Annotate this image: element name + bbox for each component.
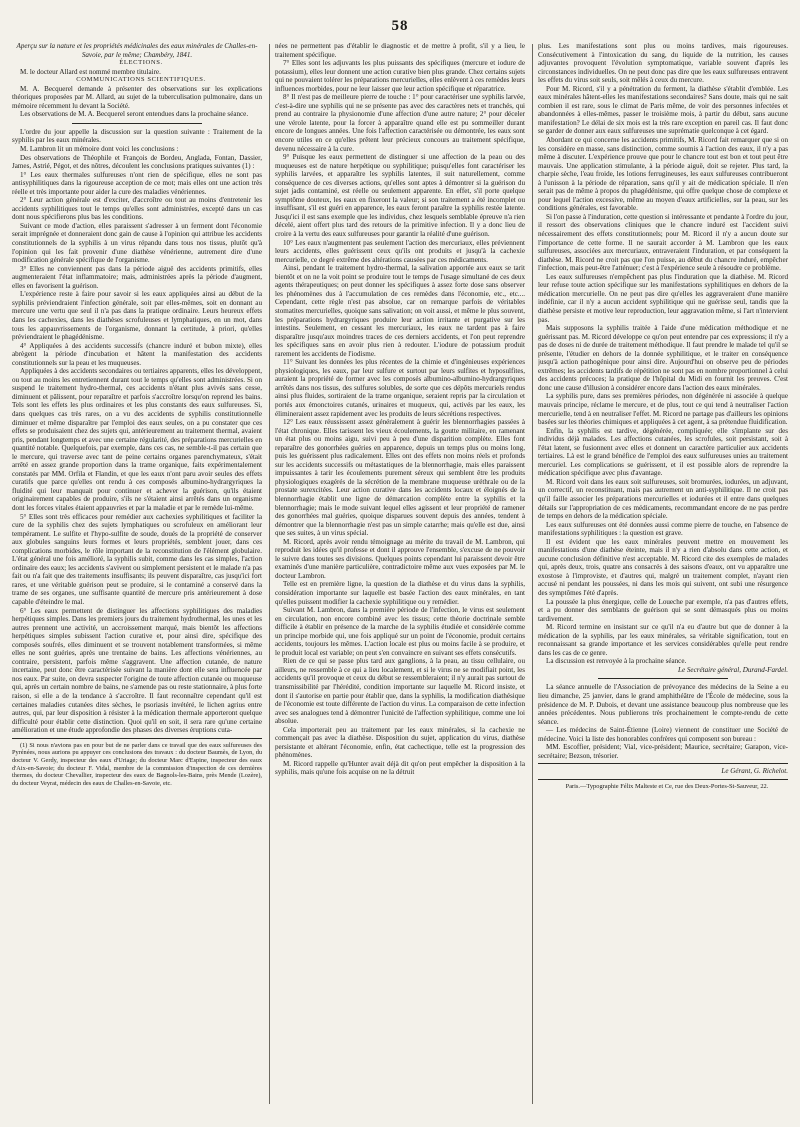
paragraph: Telle est en première ligne, la question de la diathèse et du virus dans la syphilis, considération importante sur laquelle est basée l'action des eaux minérales, en tant qu'elles puissent modifier la cachexie syphilitique ou y remédier. <box>275 580 525 606</box>
paragraph: Mais supposons la syphilis traitée à l'aide d'une médication méthodique et ne guérissant pas. M. Ricord développe ce qu'on peut entendre par ces expressions; il n'y a pas de doses ni de durée de traitement méthodique. Il faut prendre le malade tel qu'il se présente, l'étudier en dehors de la donnée syphilitique, et le traiter en conséquence jusqu'à action pathogénique pour ainsi dire. Aujourd'hui on observe peu de périodes extrêmes; les accidents tardifs de répétition ne sont pas en nombre proportionnel à celui des accidents précoces; la pratique de l'hôpital du Midi en fournit les preuves. C'est donc une cause d'illusion à considérer encore dans l'action des eaux minérales. <box>538 324 788 392</box>
paragraph: 7° Elles sont les adjuvants les plus puissants des spécifiques (mercure et iodure de potassium), elles leur donnent une action curative bien plus grande. Chez certains sujets qui ne pouvaient tolérer les préparations mercurielles, elles enlèvent à ces remèdes leurs influences morbides, pour ne leur laisser que leur action spécifique et réparatrice. <box>275 59 525 93</box>
paragraph: L'expérience reste à faire pour savoir si les eaux appliquées ainsi au début de la syphilis préviendraient l'infection générale, soit par elles-mêmes, soit en donnant au mercure une vertu que seul il n'a pas dans la pratique ordinaire. Leurs heureux effets dans les cachexies, dans les diathèses scrofuleuses et lymphatiques, en un mot, dans tous les appauvrissements de l'organisme, donnant la certitude, à priori, qu'elles préviendraient le phagédénisme. <box>12 290 262 342</box>
section-heading-communications: COMMUNICATIONS SCIENTIFIQUES. <box>76 76 206 84</box>
paragraph: plus. Les manifestations sont plus ou moins tardives, mais rigoureuses. Consécutivement à l'intoxication du sang, du liquide de la nutrition, les causes adjuvantes provoquent l'évolution symptomatique, variable souvent d'après les circonstances individuelles. On ne peut donc pas dire que les eaux sulfureuses entravent les effets du virus soit seuls, soit mêlés à ceux du mercure. <box>538 42 788 85</box>
paragraph: 9° Puisque les eaux permettent de distinguer si une affection de la peau ou des muqueuses est de nature herpétique ou syphilitique; puisqu'elles font caractériser les syphilis larvées, et apparaître les syphilis latentes, il suit naturellement, comme conséquence de ces diverses actions, qu'elles sont aptes à démontrer si la guérison du sujet jadis contaminé, est réelle ou seulement apparente. En effet, s'il porte quelque symptôme douteux, les eaux en fixeront la valeur; si son traitement a été incomplet ou insuffisant, s'il est guéri en apparence, les eaux feront paraître la syphilis restée latente. Jusqu'ici il est sans exemple que les individus, chez lesquels semblable épreuve n'a rien décelé, aient offert plus tard des retours de la primitive infection. Il y a donc lieu de croire à la vertu des eaux sulfureuses pour garantir la réalité d'une guérison. <box>275 153 525 239</box>
paragraph: Suivant ce mode d'action, elles paraissent s'adresser à un ferment dont l'économie serait imprégnée et donneraient donc gain de cause à l'opinion qui attribue les accidents constitutionnels de la syphilis à un virus répandu dans tous nos tissus, plutôt qu'à l'opinion qui les fait provenir d'une diathèse vénérienne, autrement dire d'une modification générale spécifique de l'organisme. <box>12 221 262 265</box>
paragraph: Si l'on passe à l'induration, cette question si intéressante et pendante à l'ordre du jour, il ressort des observations cliniques que le chancre induré est l'accident suivi nécessairement des effets constitutionnels; pour M. Ricord il n'y a aucun doute sur l'importance de cette forme. Il ne saurait accorder à M. Lambron que les eaux sulfureuses, associées aux mercuriaux, entraveraient l'induration, et par conséquent la diathèse. M. Ricord ne croit pas que l'on puisse, au début du chancre induré, empêcher l'infection, mais peut-être l'atténuer; c'est à l'expérience seule à résoudre ce problème. <box>538 212 788 273</box>
paragraph: La séance annuelle de l'Association de prévoyance des médecins de la Seine a eu lieu dimanche, 25 janvier, dans le grand amphithéâtre de l'École de médecine, sous la présidence de M. P. Dubois, et devant une assistance beaucoup plus nombreuse que les années précédentes. Nous publierons très prochainement le compte-rendu de cette séance. <box>538 683 788 726</box>
separator <box>598 678 728 679</box>
paragraph: M. Ricord voit dans les eaux soit sulfureuses, soit bromurées, iodurées, un adjuvant, un correctif, un reconstituant, mais pas autrement un anti-syphilitique. Il ne croit pas qu'il faille associer les préparations mercurielles et iodurées et il entre dans quelques détails sur l'appropriation de ces médicaments, recommandant encore de ne pas perdre de temps en dehors de la médication spéciale. <box>538 477 788 521</box>
separator <box>538 779 788 780</box>
paragraph: La discussion est renvoyée à la prochaine séance. <box>546 657 687 666</box>
newspaper-page <box>12 18 788 1115</box>
paragraph: 12° Les eaux réussissent assez généralement à guérir les blennorrhagies passées à l'état chronique. Elles tarissent les vieux écoulements, la goutte militaire, en ramenant un état plus ou moins aigu, suivi peu à peu d'une disparition complète. Elles font reparaître des gonorrhées guéries en apparence, depuis un temps plus ou moins long, puis les guérissent plus radicalement. Elles ont des effets non moins réels et profonds sur les accidents successifs ou métastatiques de la blennorrhagie, mais elles paraissent impuissantes à tarir les écoulements purement séreux qui semblent être les produits physiologiques exagérés de la sécrétion de la membrane muqueuse uréthrale ou de la prostate surexcitées. Leur action curative dans les accidents locaux et éloignés de la blennorrhagie établit une ligne de démarcation complète entre la syphilis et la blennorrhagie; mais le mode suivant lequel elles agissent et leur propriété de ramener des gonorrhées mal guéries, quoique disparues souvent depuis des années, tendent à démontrer que la blennorrhagie n'est pas un simple catarrhe; mais qu'elle est due, ainsi que ses suites, à un virus spécial. <box>275 418 525 538</box>
column-right <box>538 42 788 1104</box>
page-number: 58 <box>391 18 409 34</box>
paragraph: — Les médecins de Saint-Étienne (Loire) viennent de constituer une Société de médecine. Voici la liste des honorables confrères qui composent son bureau : <box>538 726 788 743</box>
paragraph: 4° Appliquées à des accidents successifs (chancre induré et bubon mixte), elles abrègent la période d'incubation et hâtent la manifestation des accidents constitutionnels sur la peau et les muqueuses. <box>12 341 262 367</box>
paragraph: MM. Escoffier, président; Vial, vice-président; Maurice, secrétaire; Garapon, vice-secrétaire; Bezson, trésorier. <box>538 743 788 760</box>
column-middle <box>275 42 525 1104</box>
paragraph: 11° Suivant les données les plus récentes de la chimie et d'ingénieuses expériences physiologiques, les eaux, par leur sulfure et surtout par leurs sulfites et hyposulfites, auraient la propriété de former avec les composés albumino-albumino-hydrargyriques arrêtés dans nos tissus, des sulfures solubles, de sorte que ces dépôts mercuriels rendus ainsi plus fluides, sortiraient de la trame organique, seraient repris par la circulation et portés aux émonctoires cutanés, urinaires et muqueux, qui, activés par les eaux, les élimineraient assez rapidement avec les produits de leurs sécrétions respectives. <box>275 358 525 418</box>
paragraph: 8° Il n'est pas de meilleure pierre de touche : 1° pour caractériser une syphilis larvée, c'est-à-dire une syphilis qui ne se présente pas avec des caractères nets et tranchés, qui prend au contraire la physionomie d'une affection d'une autre nature; 2° pour déceler une vérole latente, pour la forcer à apparaître quand elle est pu sommeiller durant encore de longues années. Une fois l'affection caractérisée ou démontrée, les eaux sont encore utiles en ce qu'elles prêtent leur précieux concours au traitement spécifique, devenu nécessaire à la cure. <box>275 93 525 153</box>
paragraph: Suivant M. Lambron, dans la première période de l'infection, le virus est seulement en circulation, non encore combiné avec les tissus; cette théorie doctrinale semble difficile à établir en présence de la marche de la syphilis étudiée et considérée comme un principe morbide qui, une fois appliqué sur un point de l'économie, produit certains accidents, toujours les mêmes. L'action locale est plus ou moins facile à se produire, et le produit local est variable; on peut s'en convaincre en suivant ses effets consécutifs. <box>275 606 525 657</box>
paragraph: M. Ricord termine en insistant sur ce qu'il n'a eu d'autre but que de donner à la médication de la syphilis, par les eaux minérales, sa véritable signification, tout en reconnaissant sa grande importance et les services considérables qu'elle peut rendre dans les cas de ce genre. <box>538 623 788 657</box>
paragraph: 3° Elles ne conviennent pas dans la période aiguë des accidents primitifs, elles augmenteraient l'état inflammatoire; mais, administrées après la période d'augment, elles en favorisent la guérison. <box>12 264 262 290</box>
secretary-signature: Le Secrétaire général, Durand-Fardel. <box>678 665 788 674</box>
paragraph: M. Ricord rappelle qu'Hunter avait déjà dit qu'on peut empêcher la disposition à la syphilis, mais qu'une fois acquise on ne la détruit <box>275 759 525 777</box>
paragraph: Ainsi, pendant le traitement hydro-thermal, la salivation apportée aux eaux se tarit bientôt et on ne la voit point se produire tout le temps de l'usage simultané de ces deux agents thérapeutiques; on peut donner les spécifiques à assez forte dose sans observer les phénomènes dus à l'accumulation de ces remèdes dans l'économie, etc., etc.... Cependant, cette règle n'est pas absolue, car on remarque parfois de véritables stomatites mercurielles, quoique sans salivation; on voit aussi, et même le plus souvent, les préparations hydrargyriques produire leur action irritante et purgative sur les intestins. Seulement, en cessant les mercuriaux, les eaux ne tardent pas à faire disparaître jusqu'aux moindres traces de ces derniers accidents, et l'on peut reprendre les spécifiques sans en avoir plus rien à redouter. L'iodure de potassium produit rarement les accidents de l'iodisme. <box>275 264 525 358</box>
paragraph: nées ne permettent pas d'établir le diagnostic et de mettre à profit, s'il y a lieu, le traitement spécifique. <box>275 42 525 59</box>
paragraph: 1° Les eaux thermales sulfureuses n'ont rien de spécifique, elles ne sont pas antisyphilitiques dans la rigoureuse acception de ce mot; mais elles ont une action très réelle et très importante pour aider la cure des maladies vénériennes. <box>12 170 262 196</box>
column-divider <box>532 44 533 1104</box>
printer-imprint: Paris.—Typographie Félix Malteste et Ce, rue des Deux-Portes-St-Sauveur, 22. <box>565 782 769 790</box>
paragraph: Des observations de Théophile et François de Bordeu, Anglada, Fontan, Dassier, James, Astrié, Pégot, et des nôtres, découlent les conclusions pratiques suivantes (1) : <box>12 153 262 171</box>
footnote: (1) Si nous n'avions pas en pour but de ne parler dans ce travail que des eaux sulfureuses des Pyrénées, nous aurions pu appuyer ces conclusions des travaux : du docteur Baumès, de Lyon, du docteur V. Gerdy, inspecteur des eaux d'Uriage; du docteur Marc d'Espine, inspecteur des eaux d'Aix-en-Savoie; du docteur F. Vidal, membre de la commission d'inspection de ces dernières thermes, du docteur Chevallier, inspecteur des eaux de Bagnols-les-Bains, près Mende (Lozère), du docteur Veyrat, médecin des eaux de Challes-en-Savoie, etc. <box>12 741 262 787</box>
paragraph: Pour M. Ricord, s'il y a pénétration du ferment, la diathèse s'établit d'emblée. Les eaux minérales hâtent-elles les manifestations secondaires? Sans doute, mais qui ne sait combien il est rare, sous le climat de Paris même, de voir des personnes infectées et abandonnées à elles-mêmes, passer le troisième mois, à partir du début, sans aucune manifestation? Le délai de six mois est la très rare exception en pareil cas. Il faut donc se garder de donner aux eaux sulfureuses une suprématie quelconque à cet égard. <box>538 84 788 136</box>
paragraph: Les eaux sulfureuses ont été données aussi comme pierre de touche, en l'absence de manifestations syphilitiques : la question est grave. <box>538 520 788 538</box>
paragraph: M. Lambron lit un mémoire dont voici les conclusions : <box>20 145 179 154</box>
section-heading-elections: ÉLECTIONS. <box>119 59 163 67</box>
column-left <box>12 42 262 1104</box>
paragraph: 2° Leur action générale est d'exciter, d'accroître ou tout au moins d'entretenir les accidents syphilitiques tout le temps qu'elles sont administrées, excepté dans un cas dont nous spécifierons plus bas les conditions. <box>12 196 262 222</box>
paragraph: Les observations de M. A. Becquerel seront entendues dans la prochaine séance. <box>20 110 249 119</box>
paragraph: M. Ricord, après avoir rendu témoignage au mérite du travail de M. Lambron, qui reproduit les idées qu'il professe et dont il approuve l'ensemble, s'excuse de ne pouvoir le suivre dans toutes ses divisions. Quelques points cependant lui paraissent devoir être examinés d'une manière particulière, contradictoire même aux vues exposées par M. le docteur Lambron. <box>275 537 525 580</box>
column-divider <box>269 44 270 1104</box>
separator <box>538 763 788 764</box>
separator <box>72 123 202 124</box>
paragraph: M. A. Becquerel demande à présenter des observations sur les explications théoriques proposées par M. Allard, au sujet de la tuberculisation pulmonaire, dans un mémoire récemment lu devant la Société. <box>12 84 262 110</box>
footnote-rule <box>12 738 262 739</box>
publication-title: Aperçu sur la nature et les propriétés médicinales des eaux minérales de Challes-en-Savoie, par le même; Chambéry, 1841. <box>16 42 258 59</box>
paragraph: Les eaux sulfureuses n'empêchent pas plus l'induration que la diathèse. M. Ricord leur refuse toute action spécifique sur les manifestations syphilitiques en dehors de la médication mercurielle. On ne peut pas dire qu'elles les aggraveraient d'une manière indéfinie, car il n'y a aucun accident syphilitique qui ne guérisse seul, tandis que la diathèse persiste et motive leur reproduction, leur aggravation même, si l'art n'intervient pas. <box>538 272 788 324</box>
paragraph: Enfin, la syphilis est tardive, dégénérée, compliquée; elle s'implante sur des individus déjà malades. Les affections cutanées, les scrofules, soit persistant, soit à l'état latent, se fusionnent avec elles et donnent un caractère particulier aux accidents tertiaires. Là est le grand bénéfice de l'emploi des eaux sulfureuses unies au traitement mercuriel. Les complications se guérissent, et il est possible alors de reprendre la médication spécifique avec plus d'avantage. <box>538 426 788 478</box>
paragraph: L'ordre du jour appelle la discussion sur la question suivante : Traitement de la syphilis par les eaux minérales. <box>12 127 262 145</box>
paragraph: La poussée la plus énergique, celle de Loueche par exemple, n'a pas d'autres effets, et a pu donner des semblants de guérison qui se sont démasqués plus ou moins tardivement. <box>538 597 788 623</box>
paragraph: Abordant ce qui concerne les accidents primitifs, M. Ricord fait remarquer que si on les considère en masse, sans distinction, comme soumis à l'action des eaux, il n'y a pas même à discuter. L'expérience prouve que pour le chancre tout est bon et tout peut être mauvais. Une application stimulante, à la période aiguë, doit se rejeter. Plus tard, la charpie sèche, l'eau froide, les lotions ferrugineuses, les eaux sulfureuses contribueront à l'unisson à la période de réparation, sans qu'il y ait de médication spéciale. Il n'en serait pas de même à propos du phagédénisme, qui offre quelque chose de complexe et pour lequel l'action excessive, même au moyen d'eaux artificielles, sur la peau, sur les conditions générales, est favorable. <box>538 136 788 213</box>
paragraph: M. le docteur Allard est nommé membre titulaire. <box>20 67 161 76</box>
paragraph: Rien de ce qui se passe plus tard aux ganglions, à la peau, au tissu cellulaire, ou ailleurs, ne ressemble à ce qui a lieu localement, et si le virus ne se modifiait point, les accidents qu'il provoque et ceux du début se ressembleraient; il n'y aurait pas surtout de transmissibilité par l'hérédité, condition importante sur laquelle M. Ricord insiste, et dont il s'autorise en partie pour établir que, dans la syphilis, la modification diathésique de l'économie est toute différente de l'action du virus. La comparaison de cette infection avec ses analogues tend à démontrer l'unicité de l'affection syphilitique, comme une loi absolue. <box>275 657 525 726</box>
paragraph: Cela importerait peu au traitement par les eaux minérales, si la cachexie ne commençait pas avec la diathèse. Disposition du sujet, application du virus, diathèse persistante et altérant l'économie, enfin, état cachectique, telle est la progression des phénomènes. <box>275 725 525 760</box>
paragraph: Il est évident que les eaux minérales peuvent mettre en mouvement les manifestations d'une diathèse éteinte, mais il n'y a rien d'absolu dans cette action, et aucune conclusion définitive n'est acceptable. M. Ricord cite des exemples de malades qui, après deux, trois, quatre ans consacrés à des saisons d'eaux, ont vu apparaître une exostose à l'improviste, et d'autres qui, malgré un traitement complet, n'ayant rien accusé ni pendant les poussées, ni dans les mois qui suivent, ont subi une résurgence des symptômes l'été d'après. <box>538 537 788 597</box>
paragraph: 6° Les eaux permettent de distinguer les affections syphilitiques des maladies herpétiques simples. Dans les premiers jours du traitement hydrothermal, les unes et les autres prennent une activité, un accroissement marqué, mais bientôt les affections herpétiques simples subissent l'action curative et, pour ainsi dire, spécifique des composés soufrés, elles diminuent et se trouvent notablement transformées, si même elles ne sont guéries, après une trentaine de bains. Les affections vénériennes, au contraire, persistent, parfois même s'aggravent. Une affection cutanée, de nature incertaine, peut donc être caractérisée suivant la manière dont elle sera influencée par nos eaux. Par suite, on devra suspecter l'origine de toute affection cutanée ou muqueuse qui, après un certain nombre de bains, ne s'amende pas ou reste stationnaire, à plus forte raison, si elle a de la tendance à s'accroître. Il faut reconnaître cependant qu'il est certaines maladies cutanées dites sèches, le psoriasis invétéré, le lichen agrius entre autres, qui, par leur disposition à résister à la médication thermale apporteront quelque difficulté pour établir cette distinction. Quoi qu'il en soit, il sera rare qu'une certaine amélioration et une étude approfondie des phases des diverses éruptions cuta- <box>12 606 262 735</box>
paragraph: La syphilis pure, dans ses premières périodes, non dégénérée ni associée à quelque mauvais principe, réclame le mercure, et de plus, tout ce qui tend à neutraliser l'action mercurielle, tend à en neutraliser l'effet. M. Ricord ne partage pas d'ailleurs les opinions basées sur les théories chimiques et appliquées à cet agent, à sa prétendue fluidification. <box>538 392 788 427</box>
paragraph: 5° Elles sont très efficaces pour remédier aux cachexies syphilitiques et faciliter la cure de la syphilis chez des sujets lymphatiques ou scrofuleux en améliorant leur tempérament. Le sulfite et l'hypo-sulfite de soude, doués de la propriété de conserver aux globules sanguins leurs formes et leurs propriétés, semblent jouer, dans ces complications morbides, le rôle important de la reconstitution de l'élément globulaire. L'état général une fois amélioré, la syphilis subit, comme dans les cas simples, l'action ordinaire des eaux; les accidents s'avivent ou simplement persistent et le malade n'a pas fait ou n'a fait que des traitements insuffisants; ils peuvent disparaître, cas jusqu'ici fort rares, et une véritable guérison peut se produire, si le contaminé a conservé dans la trame de ses organes, une suffisante quantité de mercure pris antérieurement à dose capable d'éteindre le mal. <box>12 512 262 606</box>
gerant-signature: Le Gérant, G. Richelot. <box>721 767 788 776</box>
paragraph: Appliquées à des accidents secondaires ou tertiaires apparents, elles les développent, ou tout au moins les entretiennent durant tout le temps qu'elles sont administrées. Si on suspend le traitement hydro-thermal, ces accidents n'étant plus avivés sans cesse, diminuent et pâlissent, pour reparaître et parfois s'accroître lorsqu'on reprend les bains. Tels sont les effets les plus ordinaires et les plus constants des eaux sulfureuses. Si, dans quelques cas très rares, on a vu des accidents de syphilis constitutionnelle diminuer et même disparaître par l'emploi des eaux seules, on a pu constater que ces effets se produisaient chez des sujets qui, antérieurement au traitement thermal, avaient pris, pendant longtemps et avec une certaine régularité, des préparations mercurielles en quantité notable. Quelquefois, par exemple, dans ces cas, ne semble-t-il pas certain que le mercure, qui traverse avec tant de peine certains organes parenchymateux, s'était arrêté en assez grande proportion dans la trame organique, faits expérimentalement constatés par MM. Orfila et Flandin, et que les eaux n'ont paru avoir seules des effets curatifs que parce qu'elles ont rendu à ces composés albumino-hydrargyriques la fluidité qui leur manquait pour continuer et achever la guérison, qu'ils étaient originairement capables de produire, s'ils ne s'étaient ainsi arrêtés dans un organisme dont les forces vitales étaient appauvries et par la maladie et par le remède lui-même. <box>12 367 262 512</box>
paragraph: 10° Les eaux n'augmentent pas seulement l'action des mercuriaux, elles préviennent leurs accidents, elles guérissent ceux qu'ils ont produits et jusqu'à la cachexie mercurielle, ce degré extrême des altérations causées par ces médicaments. <box>275 238 525 264</box>
